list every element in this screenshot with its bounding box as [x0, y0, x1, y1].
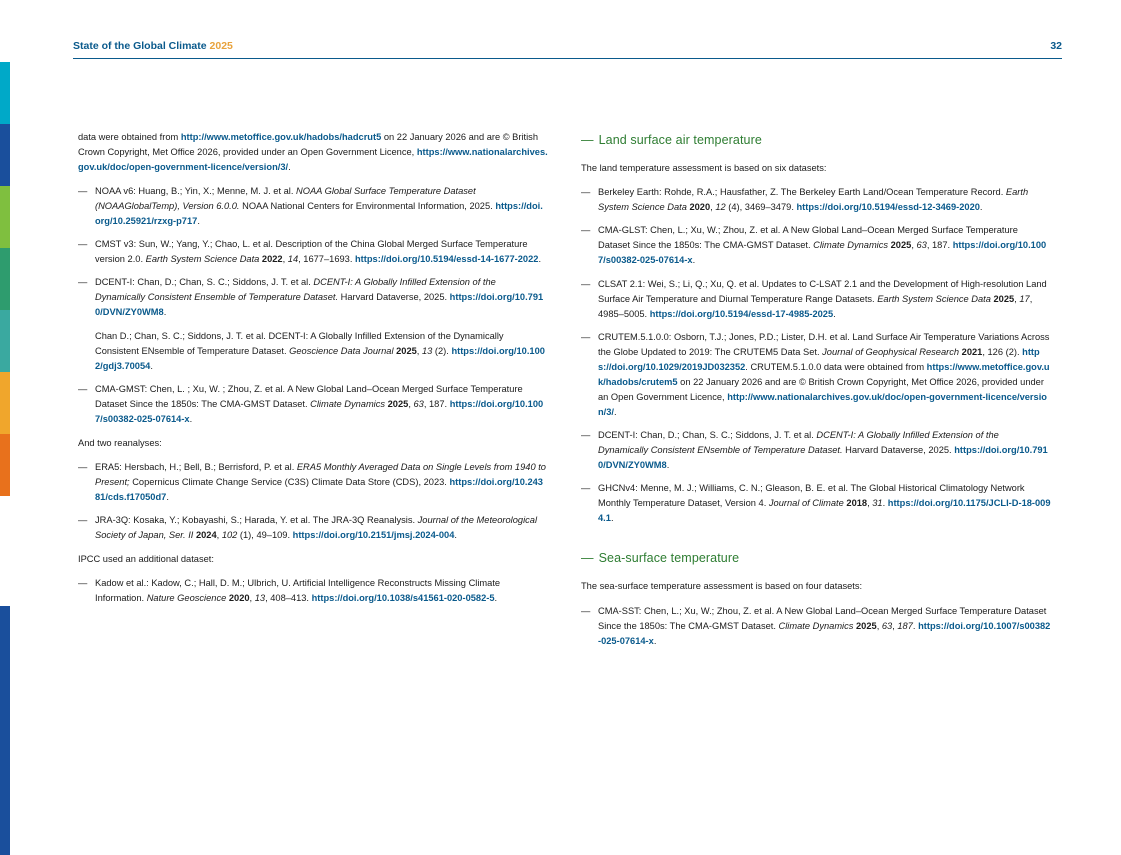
reference-text: Geoscience Data Journal: [289, 345, 397, 356]
continued-paragraph: [78, 130, 548, 175]
reference-text: 2020: [228, 593, 250, 604]
reference-text: on 22 January 2026 and are © British Crown Copyright, Met Office 2026, provided under an Open Government Licence,: [598, 376, 1044, 402]
reference-item: [78, 460, 548, 505]
color-strip-segment: [0, 0, 10, 62]
reference-text: ,: [710, 202, 716, 213]
reference-text: NOAA v6: Huang, B.; Yin, X.; Menne, M. J. et al.: [95, 186, 297, 197]
reference-text: CMA-GLST: Chen, L.; Xu, W.; Zhou, Z. et al. A New Global Land–Ocean Merged Surface Temperature Dataset Since the 1850s: The CMA-GMST Dataset.: [598, 225, 1018, 251]
reference-text: .: [150, 360, 153, 371]
reference-link[interactable]: https://doi.org/10.1007/s00382-025-07614-x: [598, 240, 1047, 266]
list-bullet-icon: —: [581, 225, 591, 236]
color-strip-segment: [0, 496, 10, 606]
sst-intro: The sea-surface temperature assessment is based on four datasets:: [581, 581, 863, 592]
reanalyses-list: [78, 460, 548, 543]
reference-text: .: [833, 308, 836, 319]
reference-list-1: [78, 184, 548, 320]
reference-item: [78, 513, 548, 543]
para-text-2: on 22 January 2026 and are © British Crown Copyright, Met Office 2026, provided under an Open Government Licence,: [78, 132, 538, 158]
reference-link[interactable]: https://doi.org/10.24381/cds.f17050d7: [95, 476, 543, 502]
header-title: [73, 40, 233, 52]
reference-text: NOAA Global Surface Temperature Dataset (NOAAGlobalTemp), Version 6.0.0.: [95, 186, 476, 212]
reference-link[interactable]: http://www.nationalarchives.gov.uk/doc/open-government-licence/version/3/: [598, 391, 1047, 417]
reference-text: CRUTEM.5.1.0.0: Osborn, T.J.; Jones, P.D.; Lister, D.H. et al. Land Surface Air Temperature Variations Across the Globe Updated to 2019: The CRUTEM5 Data Set.: [598, 331, 1050, 357]
reference-item: [78, 382, 548, 427]
reference-text: .: [692, 255, 696, 266]
reference-text: 17: [1019, 293, 1030, 304]
reference-text: , 187.: [423, 398, 450, 409]
reference-item: [581, 277, 1051, 322]
reference-item: [78, 275, 548, 320]
reference-text: (1), 49–109.: [237, 530, 293, 541]
reference-text: Earth System Science Data: [598, 187, 1029, 213]
reference-text: 2021: [961, 346, 983, 357]
reference-list-2: [78, 382, 548, 427]
reference-text: 31: [872, 498, 883, 509]
reference-text: (2).: [432, 345, 452, 356]
reference-text: .: [610, 513, 614, 524]
reference-text: .: [454, 530, 457, 541]
color-strip-segment: [0, 186, 10, 248]
land-intro: The land temperature assessment is based on six datasets:: [581, 163, 827, 174]
reference-link[interactable]: https://doi.org/10.7910/DVN/ZY0WM8: [95, 292, 544, 318]
reference-text: , 408–413.: [265, 593, 312, 604]
page-header: [73, 40, 1062, 52]
reference-text: Chan D.; Chan, S. C.; Siddons, J. T. et al. DCENT-I: A Globally Infilled Extension of the Dynamically Consistent ENsemble of Temperature Dataset.: [95, 330, 504, 356]
color-strip-segment: [0, 310, 10, 372]
reference-text: 2025: [856, 620, 877, 631]
reference-text: 2018: [846, 498, 868, 509]
reference-item: [581, 604, 1051, 649]
reference-text: 63: [881, 620, 893, 631]
list-bullet-icon: —: [78, 186, 88, 197]
reference-link[interactable]: https://doi.org/10.1029/2019JD032352: [598, 346, 1040, 372]
reference-text: 187: [897, 620, 913, 631]
reference-link[interactable]: https://doi.org/10.1007/s00382-025-07614-x: [598, 620, 1051, 646]
reference-item: [581, 223, 1051, 268]
reference-text: .: [163, 307, 167, 318]
color-strip-segment: [0, 434, 10, 496]
reference-item: [581, 330, 1051, 420]
reference-text: .: [882, 498, 888, 509]
left-column: [78, 130, 548, 614]
reference-item: [78, 576, 548, 606]
reference-text: Journal of Climate: [768, 498, 847, 509]
reference-link[interactable]: https://doi.org/10.7910/DVN/ZY0WM8: [598, 445, 1048, 471]
reference-text: Copernicus Climate Change Service (C3S) Climate Data Store (CDS), 2023.: [129, 476, 450, 487]
reference-text: NOAA National Centers for Environmental Information, 2025.: [239, 201, 496, 212]
land-reference-list: [581, 185, 1051, 526]
list-bullet-icon: —: [78, 514, 88, 525]
reference-text: 2024: [195, 530, 217, 541]
list-bullet-icon: —: [78, 277, 88, 288]
header-title-year: 2025: [209, 40, 233, 52]
ipcc-intro: IPCC used an additional dataset:: [78, 554, 214, 565]
reference-text: ,: [911, 240, 917, 251]
reference-continuation: [78, 329, 548, 374]
reference-text: . CRUTEM.5.1.0.0 data were obtained from: [745, 361, 927, 372]
reference-text: ,: [1014, 293, 1020, 304]
reference-text: DCENT-I: Chan, D.; Chan, S. C.; Siddons, J. T. et al.: [598, 429, 817, 440]
list-bullet-icon: —: [581, 605, 591, 616]
sst-reference-list: [581, 604, 1051, 649]
reference-text: DCENT-I: Chan, D.; Chan, S. C.; Siddons, J. T. et al.: [95, 277, 314, 288]
reference-text: .: [166, 491, 169, 502]
reference-text: .: [494, 593, 498, 604]
reference-link[interactable]: https://doi.org/10.5194/essd-17-4985-2025: [649, 308, 834, 319]
reference-link[interactable]: https://doi.org/10.5194/essd-14-1677-2022: [355, 254, 539, 265]
reference-text: Climate Dynamics: [310, 398, 388, 409]
reference-text: 102: [221, 530, 238, 541]
reference-text: CLSAT 2.1: Wei, S.; Li, Q.; Xu, Q. et al. Updates to C-LSAT 2.1 and the Development of High-resolution Land Surface Air Temperature and Diurnal Temperature Range Datasets.: [598, 278, 1047, 304]
reference-text: DCENT-I: A Globally Infilled Extension of the Dynamically Consistent Ensemble of Temperature Dataset.: [95, 277, 496, 303]
reference-text: ,: [892, 620, 898, 631]
reference-text: .: [614, 406, 617, 417]
reference-text: Climate Dynamics: [813, 240, 891, 251]
reference-text: , 4985–5005.: [598, 293, 1033, 319]
reference-text: 13: [254, 593, 266, 604]
reference-text: (4), 3469–3479.: [725, 202, 797, 213]
color-strip-segment: [0, 372, 10, 434]
reference-text: DCENT-I: A Globally Infilled Extension of the Dynamically Consistent ENsemble of Temperature Dataset.: [598, 429, 999, 455]
reference-text: , 1677–1693.: [298, 254, 355, 265]
reference-text: Harvard Dataverse, 2025.: [842, 445, 955, 455]
reference-text: 14: [287, 254, 299, 265]
header-title-main: State of the Global Climate: [73, 40, 207, 52]
reference-text: 63: [413, 398, 424, 409]
color-strip-segment: [0, 62, 10, 124]
reference-text: ,: [416, 345, 422, 356]
reference-text: 63: [916, 240, 927, 251]
reference-text: Kadow et al.: Kadow, C.; Hall, D. M.; Ulbrich, U. Artificial Intelligence Reconstructs Missing Climate Information.: [95, 578, 501, 604]
hadcrut5-link[interactable]: http://www.metoffice.gov.uk/hadobs/hadcrut5: [180, 132, 382, 142]
reference-text: Harvard Dataverse, 2025.: [338, 292, 450, 303]
reference-text: 2022: [261, 254, 283, 265]
reference-link[interactable]: https://doi.org/10.1002/gdj3.70054: [95, 345, 545, 371]
reference-item: [78, 237, 548, 267]
reference-text: ERA5 Monthly Averaged Data on Single Levels from 1940 to Present;: [95, 461, 546, 487]
reference-text: .: [979, 202, 983, 213]
reference-text: 2025: [396, 345, 417, 356]
reference-item: [581, 185, 1051, 215]
color-strip-segment: [0, 124, 10, 186]
reference-text: Berkeley Earth: Rohde, R.A.; Hausfather, Z. The Berkeley Earth Land/Ocean Temperature Record.: [598, 187, 1006, 198]
reference-text: JRA-3Q: Kosaka, Y.; Kobayashi, S.; Harada, Y. et al. The JRA-3Q Reanalysis.: [95, 514, 418, 525]
list-bullet-icon: —: [78, 383, 88, 394]
reference-text: .: [197, 216, 200, 227]
reanalyses-intro: And two reanalyses:: [78, 437, 162, 448]
list-bullet-icon: —: [78, 578, 88, 589]
reference-item: [78, 184, 548, 229]
section-heading-land-surface-air-temperature: [581, 130, 1051, 150]
heading-text-2: Sea-surface temperature: [598, 551, 740, 566]
reference-text: ,: [249, 593, 255, 604]
reference-text: ,: [216, 530, 222, 541]
para-text-1: data were obtained from: [78, 132, 181, 142]
list-bullet-icon: —: [581, 187, 591, 198]
reference-text: , 187.: [926, 240, 953, 251]
reference-text: ,: [867, 498, 873, 509]
reference-text: Journal of the Meteorological Society of Japan, Ser. II: [95, 514, 538, 541]
reference-text: 2020: [689, 202, 711, 213]
reference-link[interactable]: https://doi.org/10.25921/rzxg-p717: [95, 201, 543, 227]
heading-dash-2: —: [581, 551, 594, 566]
reference-text: 12: [715, 202, 726, 213]
reference-link[interactable]: https://doi.org/10.1175/JCLI-D-18-0094.1: [598, 498, 1051, 524]
reference-text: 2025: [993, 293, 1015, 304]
reference-text: CMA-SST: Chen, L.; Xu, W.; Zhou, Z. et al. A New Global Land–Ocean Merged Surface Temperature Dataset Since the 1850s: The CMA-GMST Dataset.: [598, 605, 1047, 631]
reference-text: .: [666, 460, 670, 471]
reference-text: Earth System Science Data: [145, 254, 262, 265]
color-strip-segment: [0, 606, 10, 855]
reference-text: GHCNv4: Menne, M. J.; Williams, C. N.; Gleason, B. E. et al. The Global Historical Climatology Network Monthly Temperature Dataset, Version 4.: [598, 483, 1025, 509]
list-bullet-icon: —: [581, 278, 591, 289]
ogl-link[interactable]: https://www.nationalarchives.gov.uk/doc/open-government-licence/version/3/: [78, 147, 548, 173]
reference-link[interactable]: https://doi.org/10.1038/s41561-020-0582-5: [311, 593, 495, 604]
list-bullet-icon: —: [78, 461, 88, 472]
reference-text: ,: [282, 254, 288, 265]
reference-link[interactable]: https://doi.org/10.1007/s00382-025-07614-x: [95, 398, 544, 424]
reference-text: .: [538, 254, 542, 265]
reference-text: 2025: [890, 240, 912, 251]
reference-text: ,: [408, 398, 414, 409]
reference-text: .: [189, 413, 193, 424]
heading-text-1: Land surface air temperature: [598, 133, 762, 147]
reference-text: CMA-GMST: Chen, L. ; Xu, W. ; Zhou, Z. et al. A New Global Land–Ocean Merged Surface Temperature Dataset Since the 1850s: The CMA-GMST Dataset.: [95, 383, 523, 409]
list-bullet-icon: —: [581, 331, 591, 342]
list-bullet-icon: —: [581, 429, 591, 440]
reference-text: 2025: [387, 398, 409, 409]
reference-item: [581, 428, 1051, 473]
list-bullet-icon: —: [78, 239, 88, 250]
ipcc-list: [78, 576, 548, 606]
section-heading-sea-surface-temperature: [581, 548, 1051, 568]
para-text-3: .: [288, 162, 291, 173]
header-divider: [73, 58, 1062, 59]
reference-text: Earth System Science Data: [877, 293, 994, 304]
reference-link[interactable]: https://doi.org/10.5194/essd-12-3469-2020: [796, 202, 980, 213]
reference-text: Nature Geoscience: [146, 593, 229, 604]
page-number: 32: [1050, 40, 1062, 52]
reference-link[interactable]: https://doi.org/10.2151/jmsj.2024-004: [292, 530, 455, 541]
reference-text: ,: [876, 620, 882, 631]
reference-text: .: [912, 620, 919, 631]
list-bullet-icon: —: [581, 483, 591, 494]
reference-item: [581, 481, 1051, 526]
reference-text: Climate Dynamics: [778, 620, 857, 631]
reference-text: ERA5: Hersbach, H.; Bell, B.; Berrisford, P. et al.: [95, 461, 297, 472]
reference-text: .: [653, 635, 657, 646]
color-strip-segment: [0, 248, 10, 310]
reference-text: 13: [421, 345, 433, 356]
heading-dash-1: —: [581, 133, 594, 147]
side-color-strip: [0, 0, 10, 793]
reference-text: , 126 (2).: [982, 346, 1023, 357]
reference-text: Journal of Geophysical Research: [822, 346, 962, 357]
reference-link[interactable]: https://www.metoffice.gov.uk/hadobs/crutem5: [598, 361, 1050, 387]
reference-text: CMST v3: Sun, W.; Yang, Y.; Chao, L. et al. Description of the China Global Merged Surface Temperature version 2.0.: [95, 239, 528, 265]
right-column: [581, 130, 1051, 657]
